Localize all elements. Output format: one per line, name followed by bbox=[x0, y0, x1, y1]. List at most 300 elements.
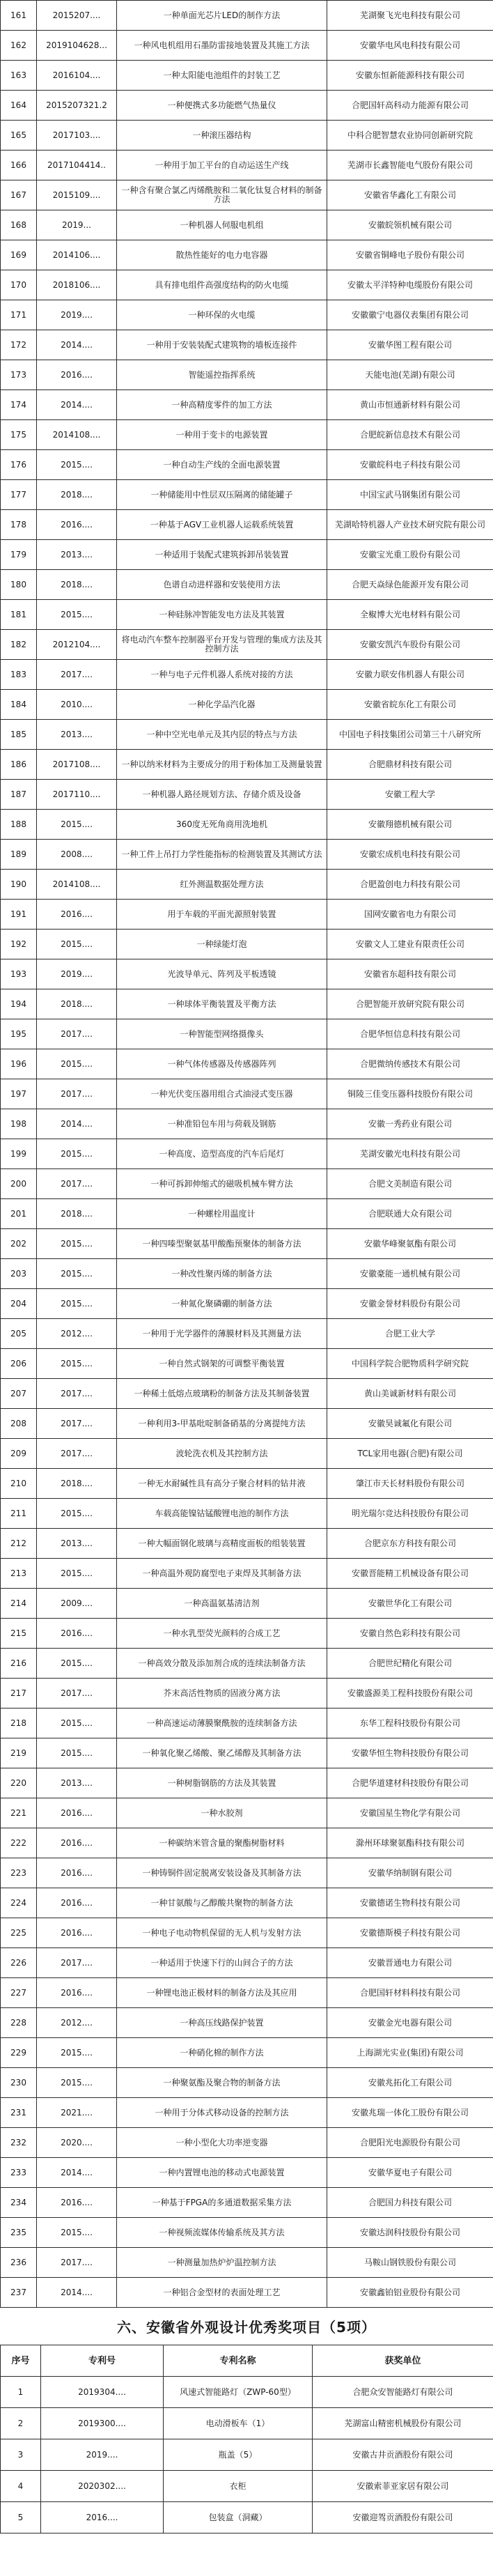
row-index: 189 bbox=[1, 840, 37, 870]
row-index: 213 bbox=[1, 1559, 37, 1589]
row-index: 192 bbox=[1, 930, 37, 959]
table-row bbox=[1, 390, 493, 420]
row-index: 163 bbox=[1, 61, 37, 91]
patent-number: 2017.... bbox=[37, 1409, 117, 1439]
award-unit: 合肥智能开放研究院有限公司 bbox=[327, 989, 493, 1019]
table-row bbox=[1, 2439, 493, 2471]
patent-number: 2015.... bbox=[37, 2218, 117, 2248]
patent-number: 2017.... bbox=[37, 1439, 117, 1469]
patent-name: 一种太阳能电池组件的封装工艺 bbox=[117, 61, 327, 91]
award-unit: 安徽德斯模子科技有限公司 bbox=[327, 1918, 493, 1948]
row-index: 170 bbox=[1, 270, 37, 300]
row-index: 215 bbox=[1, 1619, 37, 1649]
table-row bbox=[1, 2471, 493, 2502]
award-unit: 合肥世纪精化有限公司 bbox=[327, 1649, 493, 1679]
patent-name: 一种稀土低熔点玻璃粉的制备方法及其制备装置 bbox=[117, 1379, 327, 1409]
table-row bbox=[1, 750, 493, 780]
row-index: 206 bbox=[1, 1349, 37, 1379]
row-index: 174 bbox=[1, 390, 37, 420]
award-unit: 安徽东恒新能源科技有限公司 bbox=[327, 61, 493, 91]
table-row bbox=[1, 930, 493, 959]
patent-number: 2018106.... bbox=[37, 270, 117, 300]
award-unit: 安徽德诺生物科技有限公司 bbox=[327, 1888, 493, 1918]
row-index: 162 bbox=[1, 31, 37, 61]
award-unit: 安徽晋能精工机械设备有限公司 bbox=[327, 1559, 493, 1589]
award-unit: 黄山市恒通新材料有限公司 bbox=[327, 390, 493, 420]
patent-number: 2019304.... bbox=[41, 2377, 164, 2408]
row-index: 221 bbox=[1, 1798, 37, 1828]
table-row bbox=[1, 1379, 493, 1409]
patent-number: 2015.... bbox=[37, 1499, 117, 1529]
patent-number: 2008.... bbox=[37, 840, 117, 870]
table-row bbox=[1, 1199, 493, 1229]
patent-number: 2019.... bbox=[37, 959, 117, 989]
patent-name: 一种无水耐碱性具有高分子聚合材料的钻井液 bbox=[117, 1469, 327, 1499]
table-row bbox=[1, 91, 493, 121]
award-unit: 安徽盛源美工程科技股份有限公司 bbox=[327, 1679, 493, 1709]
table-row bbox=[1, 420, 493, 450]
award-unit: 芜湖聚飞光电科技有限公司 bbox=[327, 1, 493, 31]
award-unit: 上海湖光实业(集团)有限公司 bbox=[327, 2038, 493, 2068]
patent-number: 2021.... bbox=[37, 2098, 117, 2128]
award-unit: 安徽安凯汽车股份有限公司 bbox=[327, 630, 493, 660]
row-index: 203 bbox=[1, 1259, 37, 1289]
patent-number: 2015.... bbox=[37, 2038, 117, 2068]
row-index: 237 bbox=[1, 2278, 37, 2308]
patent-number: 2017110.... bbox=[37, 780, 117, 810]
table-row bbox=[1, 300, 493, 330]
award-unit: 合肥天焱绿色能源开发有限公司 bbox=[327, 570, 493, 600]
table-row bbox=[1, 989, 493, 1019]
patent-name: 一种硝化棉的制作方法 bbox=[117, 2038, 327, 2068]
table-row bbox=[1, 1948, 493, 1978]
patent-number: 2013.... bbox=[37, 1529, 117, 1559]
table-row bbox=[1, 540, 493, 570]
row-index: 186 bbox=[1, 750, 37, 780]
patent-number: 2012.... bbox=[37, 1319, 117, 1349]
table-row bbox=[1, 810, 493, 840]
patent-name: 一种氧化聚乙烯酸、聚乙烯醇及其制备方法 bbox=[117, 1738, 327, 1768]
award-unit: 马鞍山钢铁股份有限公司 bbox=[327, 2248, 493, 2278]
patent-name: 一种适用于快速下行的山间合子的方法 bbox=[117, 1948, 327, 1978]
table-row bbox=[1, 360, 493, 390]
patent-number: 2018.... bbox=[37, 570, 117, 600]
award-unit: 合肥众安智能路灯有限公司 bbox=[313, 2377, 493, 2408]
patent-number: 2015207321.2 bbox=[37, 91, 117, 121]
header-index: 序号 bbox=[1, 2345, 41, 2377]
award-unit: 芜湖富山精密机械股份有限公司 bbox=[313, 2408, 493, 2439]
patent-number: 2015.... bbox=[37, 930, 117, 959]
patent-number: 2015109.... bbox=[37, 180, 117, 210]
patent-name: 一种球体平衡装置及平衡方法 bbox=[117, 989, 327, 1019]
row-index: 223 bbox=[1, 1858, 37, 1888]
patent-name: 衣柜 bbox=[164, 2471, 313, 2502]
patent-number: 2016.... bbox=[37, 1918, 117, 1948]
patent-name: 一种基于AGV工业机器人运载系统装置 bbox=[117, 510, 327, 540]
patent-number: 2017.... bbox=[37, 2248, 117, 2278]
patent-name: 一种高温外观防腐型电子束焊及其制备方法 bbox=[117, 1559, 327, 1589]
row-index: 216 bbox=[1, 1649, 37, 1679]
table-row bbox=[1, 1139, 493, 1169]
patent-number: 2019... bbox=[37, 210, 117, 240]
patent-number: 2015.... bbox=[37, 600, 117, 630]
award-unit: 安徽华电风电科技有限公司 bbox=[327, 31, 493, 61]
table-row bbox=[1, 1649, 493, 1679]
award-unit: 安徽皖领机械有限公司 bbox=[327, 210, 493, 240]
patent-name: 具有排电组件高强度结构的防火电缆 bbox=[117, 270, 327, 300]
table-row bbox=[1, 1499, 493, 1529]
patent-name: 一种与电子元件机器人系统对接的方法 bbox=[117, 660, 327, 690]
patent-number: 2015.... bbox=[37, 1559, 117, 1589]
patent-name: 波轮洗衣机及其控制方法 bbox=[117, 1439, 327, 1469]
patent-number: 2013.... bbox=[37, 540, 117, 570]
patent-name: 一种碳纳米管含量的聚酯树脂材料 bbox=[117, 1828, 327, 1858]
patent-name: 一种铝合金型材的表面处理工艺 bbox=[117, 2278, 327, 2308]
row-index: 205 bbox=[1, 1319, 37, 1349]
table-row bbox=[1, 1169, 493, 1199]
row-index: 173 bbox=[1, 360, 37, 390]
patent-name: 一种四嗪型聚氨基甲酸酯预聚体的制备方法 bbox=[117, 1229, 327, 1259]
patent-name: 一种高精度零件的加工方法 bbox=[117, 390, 327, 420]
table-row bbox=[1, 2248, 493, 2278]
patent-number: 2014.... bbox=[37, 390, 117, 420]
patent-number: 2015.... bbox=[37, 450, 117, 480]
award-unit: 天能电池(芜湖)有限公司 bbox=[327, 360, 493, 390]
row-index: 198 bbox=[1, 1109, 37, 1139]
row-index: 190 bbox=[1, 870, 37, 900]
award-unit: 芜湖安徽光电科技有限公司 bbox=[327, 1139, 493, 1169]
patent-name: 一种智能型网络摄像头 bbox=[117, 1019, 327, 1049]
row-index: 235 bbox=[1, 2218, 37, 2248]
table-row bbox=[1, 1529, 493, 1559]
table-row bbox=[1, 1978, 493, 2008]
row-index: 214 bbox=[1, 1589, 37, 1619]
award-unit: 芜湖哈特机器人产业技术研究院有限公司 bbox=[327, 510, 493, 540]
table-row bbox=[1, 2408, 493, 2439]
patent-name: 包装盒（洞藏） bbox=[164, 2502, 313, 2533]
patent-name: 一种用于安装装配式建筑物的墙板连接件 bbox=[117, 330, 327, 360]
patent-number: 2015.... bbox=[37, 1349, 117, 1379]
patent-name: 一种改性聚丙烯的制备方法 bbox=[117, 1259, 327, 1289]
row-index: 228 bbox=[1, 2008, 37, 2038]
table-row bbox=[1, 720, 493, 750]
table-row bbox=[1, 31, 493, 61]
patent-name: 一种便携式多功能燃气热量仪 bbox=[117, 91, 327, 121]
award-unit: 安徽太平洋特种电缆股份有限公司 bbox=[327, 270, 493, 300]
table-row bbox=[1, 480, 493, 510]
patent-number: 2015.... bbox=[37, 2068, 117, 2098]
patent-number: 2014108.... bbox=[37, 420, 117, 450]
patent-name: 一种甘氨酸与乙醇酸共聚物的制备方法 bbox=[117, 1888, 327, 1918]
patent-name: 一种气体传感器及传感器阵列 bbox=[117, 1049, 327, 1079]
row-index: 167 bbox=[1, 180, 37, 210]
patent-name: 一种适用于装配式建筑拆卸吊装装置 bbox=[117, 540, 327, 570]
patent-name: 一种滚压器结构 bbox=[117, 121, 327, 151]
patent-name: 散热性能好的电力电容器 bbox=[117, 240, 327, 270]
row-index: 217 bbox=[1, 1679, 37, 1709]
award-unit: 合肥鼎材科技有限公司 bbox=[327, 750, 493, 780]
table-row bbox=[1, 1768, 493, 1798]
award-unit: 安徽昊诚氟化有限公司 bbox=[327, 1409, 493, 1439]
table-row bbox=[1, 1409, 493, 1439]
award-unit: 安徽文人工建业有限责任公司 bbox=[327, 930, 493, 959]
award-unit: 合肥微纳传感技术有限公司 bbox=[327, 1049, 493, 1079]
patent-name: 一种环保的火电缆 bbox=[117, 300, 327, 330]
award-unit: 安徽省东超科技有限公司 bbox=[327, 959, 493, 989]
table-row bbox=[1, 2128, 493, 2158]
table-row bbox=[1, 570, 493, 600]
award-unit: 明光瑞尔竞达科技股份有限公司 bbox=[327, 1499, 493, 1529]
patent-number: 2019.... bbox=[37, 300, 117, 330]
table-row bbox=[1, 1439, 493, 1469]
table-row bbox=[1, 2158, 493, 2188]
award-unit: 安徽宏成机电科技有限公司 bbox=[327, 840, 493, 870]
patent-name: 一种机器人路径规划方法、存储介质及设备 bbox=[117, 780, 327, 810]
header-award-unit: 获奖单位 bbox=[313, 2345, 493, 2377]
patent-name: 一种水乳型荧光颜料的合成工艺 bbox=[117, 1619, 327, 1649]
award-unit: 安徽宝光重工股份有限公司 bbox=[327, 540, 493, 570]
table-row bbox=[1, 61, 493, 91]
row-index: 169 bbox=[1, 240, 37, 270]
patent-number: 2017.... bbox=[37, 1019, 117, 1049]
patent-name: 一种聚氨酯及聚合物的制备方法 bbox=[117, 2068, 327, 2098]
award-unit: 合肥皖新信息技术有限公司 bbox=[327, 420, 493, 450]
patent-name: 一种大幅面钢化玻璃与高精度面板的组装装置 bbox=[117, 1529, 327, 1559]
row-index: 176 bbox=[1, 450, 37, 480]
patent-number: 2016.... bbox=[37, 1888, 117, 1918]
table-row bbox=[1, 151, 493, 180]
row-index: 187 bbox=[1, 780, 37, 810]
patent-name: 将电动汽车整车控制器平台开发与管理的集成方法及其控制方法 bbox=[117, 630, 327, 660]
patent-name: 智能遥控指挥系统 bbox=[117, 360, 327, 390]
award-unit: 安徽自然色彩科技有限公司 bbox=[327, 1619, 493, 1649]
award-unit: 合肥国轩材料科技有限公司 bbox=[327, 1978, 493, 2008]
patent-name: 一种锂电池正极材料的制备方法及其应用 bbox=[117, 1978, 327, 2008]
patent-name: 一种硅脉冲智能发电方法及其装置 bbox=[117, 600, 327, 630]
patent-name: 一种螺栓用温度计 bbox=[117, 1199, 327, 1229]
row-index: 171 bbox=[1, 300, 37, 330]
award-unit: 全椒博大光电材料有限公司 bbox=[327, 600, 493, 630]
award-unit: 安徽世华化工有限公司 bbox=[327, 1589, 493, 1619]
table-row bbox=[1, 450, 493, 480]
table-row bbox=[1, 121, 493, 151]
patent-number: 2015.... bbox=[37, 1738, 117, 1768]
header-patent-no: 专利号 bbox=[41, 2345, 164, 2377]
patent-name: 一种单面光芯片LED的制作方法 bbox=[117, 1, 327, 31]
patent-number: 2015.... bbox=[37, 1259, 117, 1289]
patent-number: 2020302.... bbox=[41, 2471, 164, 2502]
award-unit: 滁州环球聚氨酯科技有限公司 bbox=[327, 1828, 493, 1858]
patent-name: 一种树脂钢筋的方法及其装置 bbox=[117, 1768, 327, 1798]
row-index: 180 bbox=[1, 570, 37, 600]
award-unit: 安徽迎驾贡酒股份有限公司 bbox=[313, 2502, 493, 2533]
patent-name: 一种利用3-甲基吡啶制备硝基的分离提纯方法 bbox=[117, 1409, 327, 1439]
row-index: 168 bbox=[1, 210, 37, 240]
patent-name: 一种含有聚合氯乙丙烯酰胺和二氧化钛复合材料的制备方法 bbox=[117, 180, 327, 210]
patent-number: 2016.... bbox=[41, 2502, 164, 2533]
patent-name: 一种用于光学器件的薄膜材料及其测量方法 bbox=[117, 1319, 327, 1349]
patent-name: 一种化学品汽化器 bbox=[117, 690, 327, 720]
patent-number: 2016.... bbox=[37, 1828, 117, 1858]
header-patent-name: 专利名称 bbox=[164, 2345, 313, 2377]
table-row bbox=[1, 1079, 493, 1109]
patent-name: 一种氮化聚磷硼的制备方法 bbox=[117, 1289, 327, 1319]
table-row bbox=[1, 180, 493, 210]
table-row bbox=[1, 1469, 493, 1499]
table-row bbox=[1, 2098, 493, 2128]
row-index: 164 bbox=[1, 91, 37, 121]
row-index: 204 bbox=[1, 1289, 37, 1319]
patent-name: 一种绿能灯泡 bbox=[117, 930, 327, 959]
patent-number: 2017.... bbox=[37, 1169, 117, 1199]
table-row bbox=[1, 2218, 493, 2248]
patent-name: 一种电子电动物机保留的无人机与发射方法 bbox=[117, 1918, 327, 1948]
row-index: 222 bbox=[1, 1828, 37, 1858]
row-index: 179 bbox=[1, 540, 37, 570]
row-index: 165 bbox=[1, 121, 37, 151]
award-unit: 合肥阳光电源股份有限公司 bbox=[327, 2128, 493, 2158]
patent-number: 2016.... bbox=[37, 1619, 117, 1649]
row-index: 177 bbox=[1, 480, 37, 510]
table-row bbox=[1, 1289, 493, 1319]
award-unit: 中国科学院合肥物质科学研究院 bbox=[327, 1349, 493, 1379]
design-award-table-body bbox=[1, 2377, 493, 2533]
row-index: 207 bbox=[1, 1379, 37, 1409]
patent-number: 2018.... bbox=[37, 1199, 117, 1229]
patent-number: 2020.... bbox=[37, 2128, 117, 2158]
patent-name: 一种用于变卡的电源装置 bbox=[117, 420, 327, 450]
award-unit: 安徽力联安伟机器人有限公司 bbox=[327, 660, 493, 690]
award-unit: 安徽索菲亚家居有限公司 bbox=[313, 2471, 493, 2502]
patent-name: 用于车载的平面光源照射装置 bbox=[117, 900, 327, 930]
table-row bbox=[1, 1, 493, 31]
patent-number: 2014108.... bbox=[37, 870, 117, 900]
award-unit: 合肥华恒信息科技有限公司 bbox=[327, 1019, 493, 1049]
award-unit: 合肥工业大学 bbox=[327, 1319, 493, 1349]
patent-number: 2015.... bbox=[37, 810, 117, 840]
row-index: 202 bbox=[1, 1229, 37, 1259]
row-index: 232 bbox=[1, 2128, 37, 2158]
patent-name: 红外测温数据处理方法 bbox=[117, 870, 327, 900]
row-index: 195 bbox=[1, 1019, 37, 1049]
patent-number: 2019300.... bbox=[41, 2408, 164, 2439]
patent-number: 2012.... bbox=[37, 2008, 117, 2038]
row-index: 194 bbox=[1, 989, 37, 1019]
table-row bbox=[1, 1619, 493, 1649]
patent-number: 2018.... bbox=[37, 480, 117, 510]
patent-name: 一种高度、造型高度的汽车后尾灯 bbox=[117, 1139, 327, 1169]
patent-name: 电动滑板车（1） bbox=[164, 2408, 313, 2439]
patent-number: 2014.... bbox=[37, 330, 117, 360]
award-unit: 合肥华道建材科技股份有限公司 bbox=[327, 1768, 493, 1798]
award-unit: 中国宝武马钢集团有限公司 bbox=[327, 480, 493, 510]
table-row bbox=[1, 2038, 493, 2068]
table-row bbox=[1, 1109, 493, 1139]
table-row bbox=[1, 330, 493, 360]
patent-number: 2015.... bbox=[37, 1289, 117, 1319]
patent-number: 2019.... bbox=[41, 2439, 164, 2471]
patent-number: 2010.... bbox=[37, 690, 117, 720]
row-index: 188 bbox=[1, 810, 37, 840]
award-unit: 安徽华夏电子有限公司 bbox=[327, 2158, 493, 2188]
table-row bbox=[1, 1559, 493, 1589]
patent-name: 车载高能镍钴锰酸锂电池的制作方法 bbox=[117, 1499, 327, 1529]
table-row bbox=[1, 1229, 493, 1259]
award-unit: 铜陵三佳变压器科技股份有限公司 bbox=[327, 1079, 493, 1109]
award-unit: TCL家用电器(合肥)有限公司 bbox=[327, 1439, 493, 1469]
award-unit: 东华工程科技股份有限公司 bbox=[327, 1709, 493, 1738]
row-index: 172 bbox=[1, 330, 37, 360]
table-row bbox=[1, 1798, 493, 1828]
patent-number: 2017.... bbox=[37, 1948, 117, 1978]
row-index: 193 bbox=[1, 959, 37, 989]
patent-number: 2017.... bbox=[37, 1679, 117, 1709]
table-row bbox=[1, 1259, 493, 1289]
patent-number: 2013.... bbox=[37, 720, 117, 750]
patent-number: 2015.... bbox=[37, 1049, 117, 1079]
row-index: 227 bbox=[1, 1978, 37, 2008]
patent-name: 一种自动生产线的全面电源装置 bbox=[117, 450, 327, 480]
award-unit: 合肥国轩高科动力能源有限公司 bbox=[327, 91, 493, 121]
table-row bbox=[1, 1679, 493, 1709]
table-row bbox=[1, 1049, 493, 1079]
table-row bbox=[1, 1738, 493, 1768]
award-unit: 合肥盈创电力科技有限公司 bbox=[327, 870, 493, 900]
row-index: 225 bbox=[1, 1918, 37, 1948]
award-table-body bbox=[1, 1, 493, 2308]
patent-name: 一种准铅包车用与荷载及钢筋 bbox=[117, 1109, 327, 1139]
table-row bbox=[1, 660, 493, 690]
row-index: 233 bbox=[1, 2158, 37, 2188]
award-unit: 安徽工程大学 bbox=[327, 780, 493, 810]
patent-name: 一种小型化大功率逆变器 bbox=[117, 2128, 327, 2158]
row-index: 175 bbox=[1, 420, 37, 450]
row-index: 3 bbox=[1, 2439, 41, 2471]
table-row bbox=[1, 1349, 493, 1379]
row-index: 5 bbox=[1, 2502, 41, 2533]
award-unit: 中国电子科技集团公司第三十八研究所 bbox=[327, 720, 493, 750]
patent-number: 2017.... bbox=[37, 1379, 117, 1409]
patent-number: 2016.... bbox=[37, 2188, 117, 2218]
patent-number: 2016.... bbox=[37, 1978, 117, 2008]
patent-number: 2014.... bbox=[37, 2278, 117, 2308]
table-row bbox=[1, 1709, 493, 1738]
patent-name: 风速式智能路灯（ZWP-60型） bbox=[164, 2377, 313, 2408]
row-index: 185 bbox=[1, 720, 37, 750]
row-index: 201 bbox=[1, 1199, 37, 1229]
patent-name: 一种测量加热炉炉温控制方法 bbox=[117, 2248, 327, 2278]
row-index: 161 bbox=[1, 1, 37, 31]
award-unit: 合肥联通大众有限公司 bbox=[327, 1199, 493, 1229]
row-index: 219 bbox=[1, 1738, 37, 1768]
award-unit: 安徽国星生物化学有限公司 bbox=[327, 1798, 493, 1828]
row-index: 231 bbox=[1, 2098, 37, 2128]
award-unit: 芜湖市长鑫智能电气股份有限公司 bbox=[327, 151, 493, 180]
table-row bbox=[1, 270, 493, 300]
patent-number: 2017103.... bbox=[37, 121, 117, 151]
section-title: 六、安徽省外观设计优秀奖项目（5项） bbox=[117, 2319, 376, 2336]
patent-name: 一种用于加工平台的自动运送生产线 bbox=[117, 151, 327, 180]
row-index: 197 bbox=[1, 1079, 37, 1109]
patent-number: 2015.... bbox=[37, 1709, 117, 1738]
table-row bbox=[1, 900, 493, 930]
table-row bbox=[1, 780, 493, 810]
row-index: 4 bbox=[1, 2471, 41, 2502]
patent-number: 2015207.... bbox=[37, 1, 117, 31]
patent-number: 2016.... bbox=[37, 360, 117, 390]
award-unit: 安徽鑫铂铝业股份有限公司 bbox=[327, 2278, 493, 2308]
patent-name: 一种铸铜件固定脱离安装设备及其制备方法 bbox=[117, 1858, 327, 1888]
